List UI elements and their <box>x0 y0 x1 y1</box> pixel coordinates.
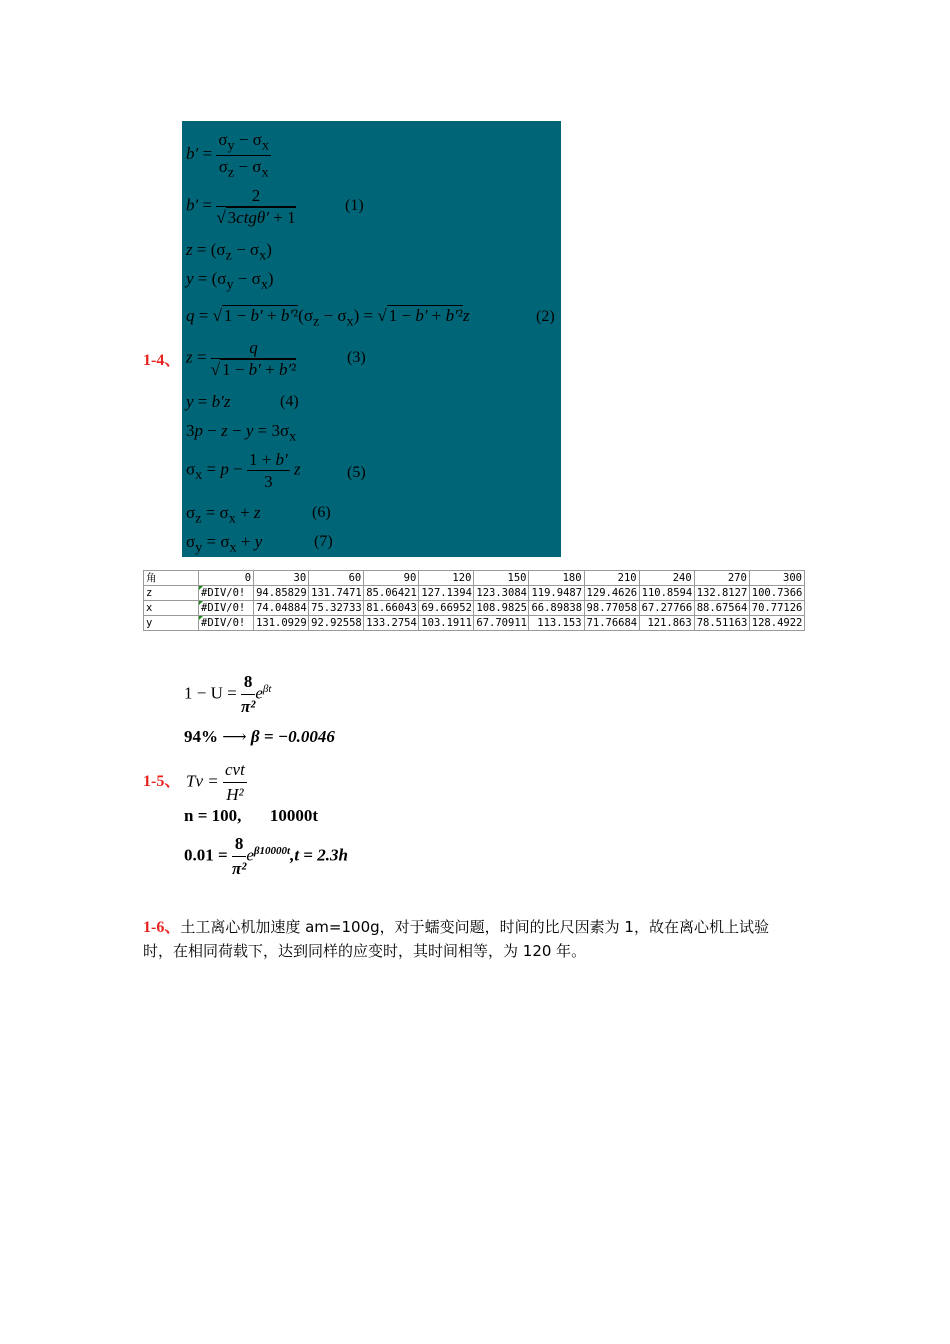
formula-2: q = √ $1 - b' + b'^2(\sigma_z - \sigma_x)$ = √ 1 − b′ + b′²z <box>186 306 470 330</box>
table-cell: 131.0929 <box>254 616 309 631</box>
table-header-cell: 120 <box>419 571 474 586</box>
section-1-6-label: 1-6、 <box>143 919 181 936</box>
table-cell: 127.1394 <box>419 586 474 601</box>
table-header-cell: 180 <box>529 571 584 586</box>
formula-tv-denominator: H² <box>226 785 244 804</box>
section-1-5-label: 1-5、 <box>143 773 181 790</box>
formula-1-u-lhs: 1 − U = <box>184 683 237 703</box>
section-1-6-line-1 <box>143 914 769 937</box>
table-cell: 67.27766 <box>639 601 694 616</box>
formula-1: b′ = $\frac{2}{\text{√ 3ctgθ′ + 1}}$ <box>186 186 296 227</box>
table-header-cell: 240 <box>639 571 694 586</box>
table-header-cell: 角 <box>144 571 199 586</box>
formula-n-value: n = 100, <box>184 806 242 825</box>
table-header-cell: 90 <box>364 571 419 586</box>
table-cell: 108.9825 <box>474 601 529 616</box>
formula-time-numerator: 8 <box>232 834 246 857</box>
table-cell: 78.51163 <box>694 616 749 631</box>
table-cell: 119.9487 <box>529 586 584 601</box>
formula-b-prime-ratio: b′ = $\frac{\sigma_y - \sigma_x}{\sigma_z - \sigma_x}$ <box>186 130 269 180</box>
equation-number-2: (2) <box>536 308 555 325</box>
table-cell: 70.77126 <box>749 601 804 616</box>
equation-number-3: (3) <box>347 349 366 366</box>
table-cell: 132.8127 <box>694 586 749 601</box>
table-cell: 128.4922 <box>749 616 804 631</box>
formula-time-lhs: 0.01 = <box>184 845 228 865</box>
formula-n <box>184 806 318 826</box>
table-row-label: z <box>144 586 199 601</box>
equation-number-7: (7) <box>314 533 333 550</box>
formula-time-result-value: ,t = 2.3h <box>290 845 348 865</box>
table-cell: 69.66952 <box>419 601 474 616</box>
table-row <box>144 616 805 631</box>
table-header-cell: 0 <box>199 571 254 586</box>
table-cell: 110.8594 <box>639 586 694 601</box>
equation-number-4: (4) <box>280 393 299 410</box>
table-row-label: y <box>144 616 199 631</box>
table-cell: 85.06421 <box>364 586 419 601</box>
table-cell: 94.85829 <box>254 586 309 601</box>
formula-5: $\sigma_x = p$ − $\frac{1 + b'}{3}$ z <box>186 450 301 491</box>
formula-y-def: $y = (\sigma_y - \sigma_x)$ <box>186 269 274 293</box>
table-header-cell: 270 <box>694 571 749 586</box>
formula-6: $\sigma_z = \sigma_x + z$ <box>186 503 261 527</box>
angle-stress-table <box>143 570 805 631</box>
section-1-6-text-1: 土工离心机加速度 am=100g，对于蠕变问题，时间的比尺因素为 1，故在离心机上试验 <box>180 918 769 936</box>
formula-beta-percent: 94% <box>184 727 218 746</box>
table-cell: 81.66043 <box>364 601 419 616</box>
formula-7: $\sigma_y = \sigma_x + y$ <box>186 532 263 556</box>
formula-sum: $3p - z - y = 3\sigma_x$ <box>186 421 297 445</box>
table-cell: 67.70911 <box>474 616 529 631</box>
formula-tv-numerator: cvt <box>223 760 247 783</box>
formula-1-u-exponent: βt <box>262 682 272 695</box>
table-cell: #DIV/0! <box>199 616 254 631</box>
table-header-cell: 300 <box>749 571 804 586</box>
formula-time-result: 0.01 = $\frac{8}{\text{π²}}$ $e^{\beta 10000t},t = 2.3h$ <box>184 834 348 878</box>
table-cell: 88.67564 <box>694 601 749 616</box>
equation-number-1: (1) <box>345 197 364 214</box>
formula-beta: 94% ⟶ β = −0.0046 <box>184 727 335 746</box>
equation-number-6: (6) <box>312 504 331 521</box>
table-cell: #DIV/0! <box>199 601 254 616</box>
formula-tv-lhs: Tv = <box>186 771 219 791</box>
table-header-cell: 30 <box>254 571 309 586</box>
formula-1-u-denominator: π² <box>240 697 256 716</box>
section-1-6-line-2: 时，在相同荷载下，达到同样的应变时，其时间相等，为 120 年。 <box>143 942 587 960</box>
equation-number-5: (5) <box>347 464 366 481</box>
formula-tv <box>186 760 247 805</box>
table-cell: 129.4626 <box>584 586 639 601</box>
table-cell: 103.1911 <box>419 616 474 631</box>
formula-3: z = $\frac{q}{\text{√ 1 − b′ + b′²}}$ <box>186 338 297 379</box>
table-cell: 71.76684 <box>584 616 639 631</box>
formula-beta-value: β = −0.0046 <box>250 727 335 746</box>
table-cell: 113.153 <box>529 616 584 631</box>
formula-n-time: 10000t <box>269 806 319 825</box>
table-row <box>144 586 805 601</box>
table-cell: 123.3084 <box>474 586 529 601</box>
formula-1-u-numerator: 8 <box>241 672 255 695</box>
formula-panel <box>182 121 561 557</box>
table-header-cell: 210 <box>584 571 639 586</box>
section-1-4-label: 1-4、 <box>143 352 181 369</box>
table-cell: #DIV/0! <box>199 586 254 601</box>
formula-1-u: 1 − U = $\frac{8}{\text{π²}}$ $e^{\beta t}$ <box>184 672 272 716</box>
formula-time-denominator: π² <box>231 859 247 878</box>
table-cell: 133.2754 <box>364 616 419 631</box>
table-cell: 131.7471 <box>309 586 364 601</box>
table-header-cell: 150 <box>474 571 529 586</box>
table-row-label: x <box>144 601 199 616</box>
table-row <box>144 601 805 616</box>
formula-z-def: $z = (\sigma_z - \sigma_x)$ <box>186 240 272 264</box>
table-cell: 75.32733 <box>309 601 364 616</box>
table-header-cell: 60 <box>309 571 364 586</box>
table-cell: 98.77058 <box>584 601 639 616</box>
table-cell: 121.863 <box>639 616 694 631</box>
table-header-row <box>144 571 805 586</box>
table-cell: 66.89838 <box>529 601 584 616</box>
formula-4: y = b′z <box>186 392 231 411</box>
table-cell: 100.7366 <box>749 586 804 601</box>
table-cell: 92.92558 <box>309 616 364 631</box>
formula-time-exponent: β10000t <box>253 844 291 857</box>
table-cell: 74.04884 <box>254 601 309 616</box>
